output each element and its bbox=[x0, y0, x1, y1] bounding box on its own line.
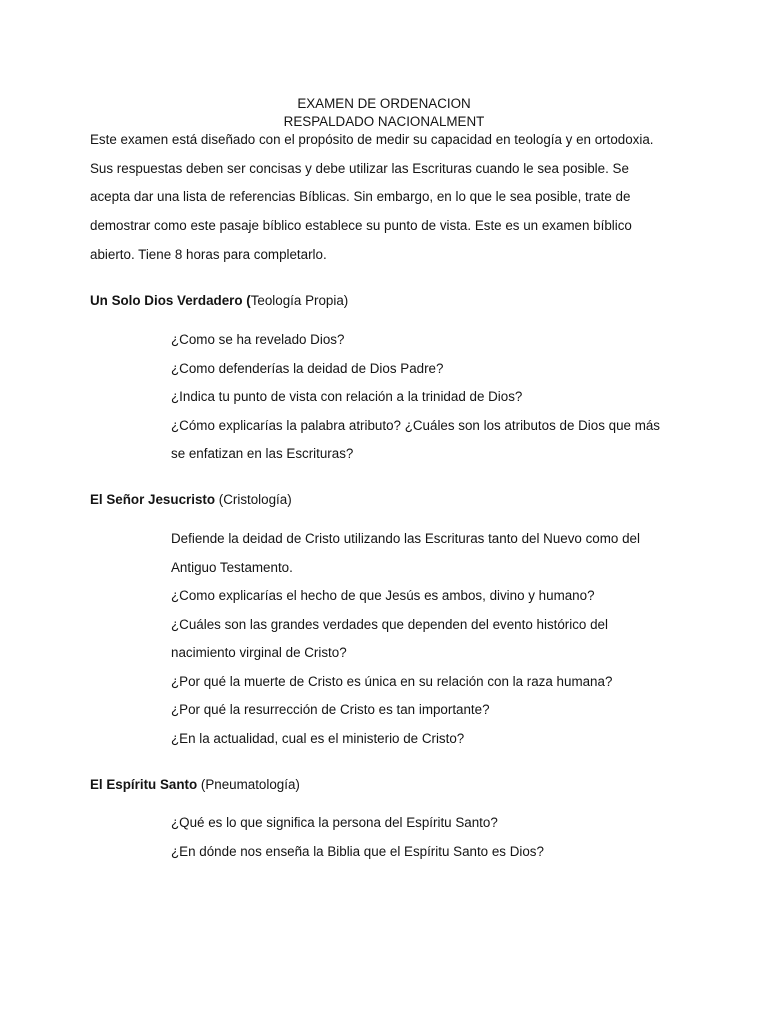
question-line: ¿Cuáles son las grandes verdades que dependen del evento histórico del bbox=[171, 616, 608, 632]
question-line: nacimiento virginal de Cristo? bbox=[171, 645, 347, 660]
title-line-2: RESPALDADO NACIONALMENT bbox=[283, 114, 485, 129]
section-heading-bold: El Espíritu Santo bbox=[90, 777, 198, 792]
section-heading-pneumatologia bbox=[90, 776, 300, 794]
intro-line: demostrar como este pasaje bíblico establece su punto de vista. Este es un examen bíblico bbox=[90, 218, 632, 234]
question-line: ¿Cómo explicarías la palabra atributo? ¿Cuáles son los atributos de Dios que más bbox=[171, 417, 661, 433]
section-heading-subtitle: (Cristología) bbox=[215, 492, 292, 507]
intro-line: acepta dar una lista de referencias Bíblicas. Sin embargo, en lo que le sea posible, trate de bbox=[90, 189, 631, 205]
question-line: ¿Como defenderías la deidad de Dios Padre? bbox=[171, 360, 444, 376]
question-line: ¿Por qué la resurrección de Cristo es tan importante? bbox=[171, 702, 490, 717]
question-line: Defiende la deidad de Cristo utilizando las Escrituras tanto del Nuevo como del bbox=[171, 531, 640, 546]
section-heading-bold: Un Solo Dios Verdadero ( bbox=[90, 293, 251, 308]
section-heading-cristologia bbox=[90, 491, 292, 509]
question-line: ¿Qué es lo que significa la persona del Espíritu Santo? bbox=[171, 815, 498, 830]
section-heading-subtitle: Teología Propia) bbox=[250, 293, 349, 308]
intro-line: abierto. Tiene 8 horas para completarlo. bbox=[90, 246, 327, 262]
question-line: ¿En la actualidad, cual es el ministerio de Cristo? bbox=[171, 730, 465, 746]
section-heading-bold: El Señor Jesucristo bbox=[90, 492, 216, 507]
question-line: se enfatizan en las Escrituras? bbox=[171, 446, 354, 461]
section-heading-subtitle: (Pneumatología) bbox=[197, 777, 300, 792]
question-line: Antiguo Testamento. bbox=[171, 559, 293, 575]
question-line: ¿Por qué la muerte de Cristo es única en su relación con la raza humana? bbox=[171, 673, 613, 689]
intro-line: Este examen está diseñado con el propósito de medir su capacidad en teología y en ortodoxia. bbox=[90, 132, 654, 147]
question-list-pneumatologia bbox=[171, 814, 711, 871]
question-list-teologia-propia bbox=[171, 331, 711, 474]
document-title bbox=[0, 95, 768, 131]
intro-line: Sus respuestas deben ser concisas y debe utilizar las Escrituras cuando le sea posible. Se bbox=[90, 160, 629, 176]
question-line: ¿Indica tu punto de vista con relación a la trinidad de Dios? bbox=[171, 389, 523, 404]
question-line: ¿Como se ha revelado Dios? bbox=[171, 332, 345, 347]
section-heading-teologia-propia bbox=[90, 292, 348, 310]
intro-paragraph bbox=[90, 131, 690, 274]
title-line-1: EXAMEN DE ORDENACION bbox=[297, 96, 471, 111]
question-list-cristologia bbox=[171, 530, 711, 758]
question-line: ¿Como explicarías el hecho de que Jesús es ambos, divino y humano? bbox=[171, 588, 595, 603]
question-line: ¿En dónde nos enseña la Biblia que el Espíritu Santo es Dios? bbox=[171, 843, 544, 859]
